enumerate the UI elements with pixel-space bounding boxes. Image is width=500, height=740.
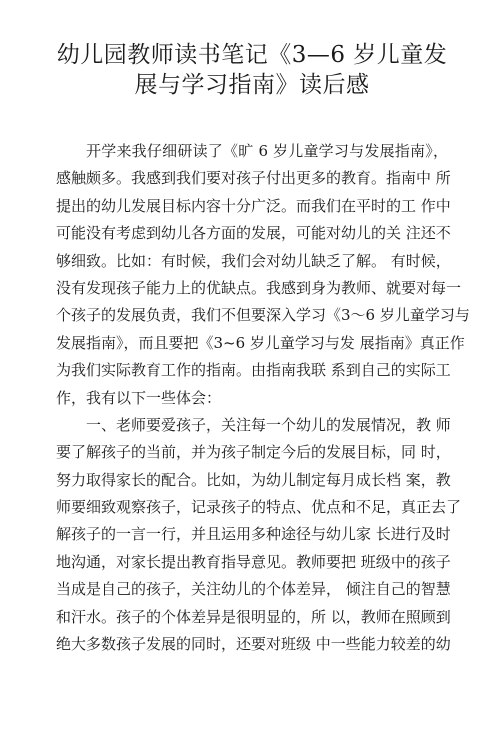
text-line: 发展指南》，而且要把《3~6 岁儿童学习与发 展指南》真正作 <box>56 333 465 352</box>
text-line: 可能没有考虑到幼儿各方面的发展，可能对幼儿的关 注还不 <box>56 224 451 243</box>
text-line: 作，我有以下一些体会： <box>56 388 222 407</box>
text-line: 提出的幼儿发展目标内容十分广泛。而我们在平时的工 作中 <box>56 196 451 215</box>
text-line: 个孩子的发展负责，我们不但要深入学习《3～6 岁儿童学习与 <box>56 306 470 325</box>
text-line: 绝大多数孩子发展的同时，还要对班级 中一些能力较差的幼 <box>56 635 451 654</box>
text-line: 要了解孩子的当前，并为孩子制定今后的发展目标，同 时， <box>56 443 451 462</box>
document-body <box>56 138 470 658</box>
text-line: 努力取得家长的配合。比如，为幼儿制定每月成长档 案，教 <box>56 470 451 489</box>
title-line-2: 展与学习指南》读后感 <box>134 72 370 98</box>
text-line: 解孩子的一言一行，并且运用多种途径与幼儿家 长进行及时 <box>56 525 451 544</box>
text-line: 和汗水。孩子的个体差异是很明显的，所 以，教师在照顾到 <box>56 607 451 626</box>
text-line: 够细致。比如：有时候，我们会对幼儿缺乏了解。 有时候， <box>56 251 451 270</box>
text-line: 感触颇多。我感到我们要对孩子付出更多的教育。指南中 所 <box>56 169 451 188</box>
text-line: 开学来我仔细研读了《旷 6 岁儿童学习与发展指南》， <box>86 142 448 160</box>
text-line: 当成是自己的孩子，关注幼儿的个体差异， 倾注自己的智慧 <box>56 580 451 599</box>
document-title <box>56 40 448 100</box>
text-line: 为我们实际教育工作的指南。由指南我联 系到自己的实际工 <box>56 361 451 380</box>
paragraph-1 <box>56 138 470 412</box>
text-line: 地沟通，对家长提出教育指导意见。教师要把 班级中的孩子 <box>56 552 451 571</box>
title-line-1: 幼儿园教师读书笔记《3—6 岁儿童发 <box>56 42 448 68</box>
text-line: 一、老师要爱孩子，关注每一个幼儿的发展情况，教 师 <box>86 415 451 434</box>
text-line: 没有发现孩子能力上的优缺点。我感到身为教师、就要对每一 <box>56 278 462 297</box>
text-line: 师要细致观察孩子，记录孩子的特点、优点和不足，真正去了 <box>56 498 462 517</box>
paragraph-2 <box>56 412 462 659</box>
